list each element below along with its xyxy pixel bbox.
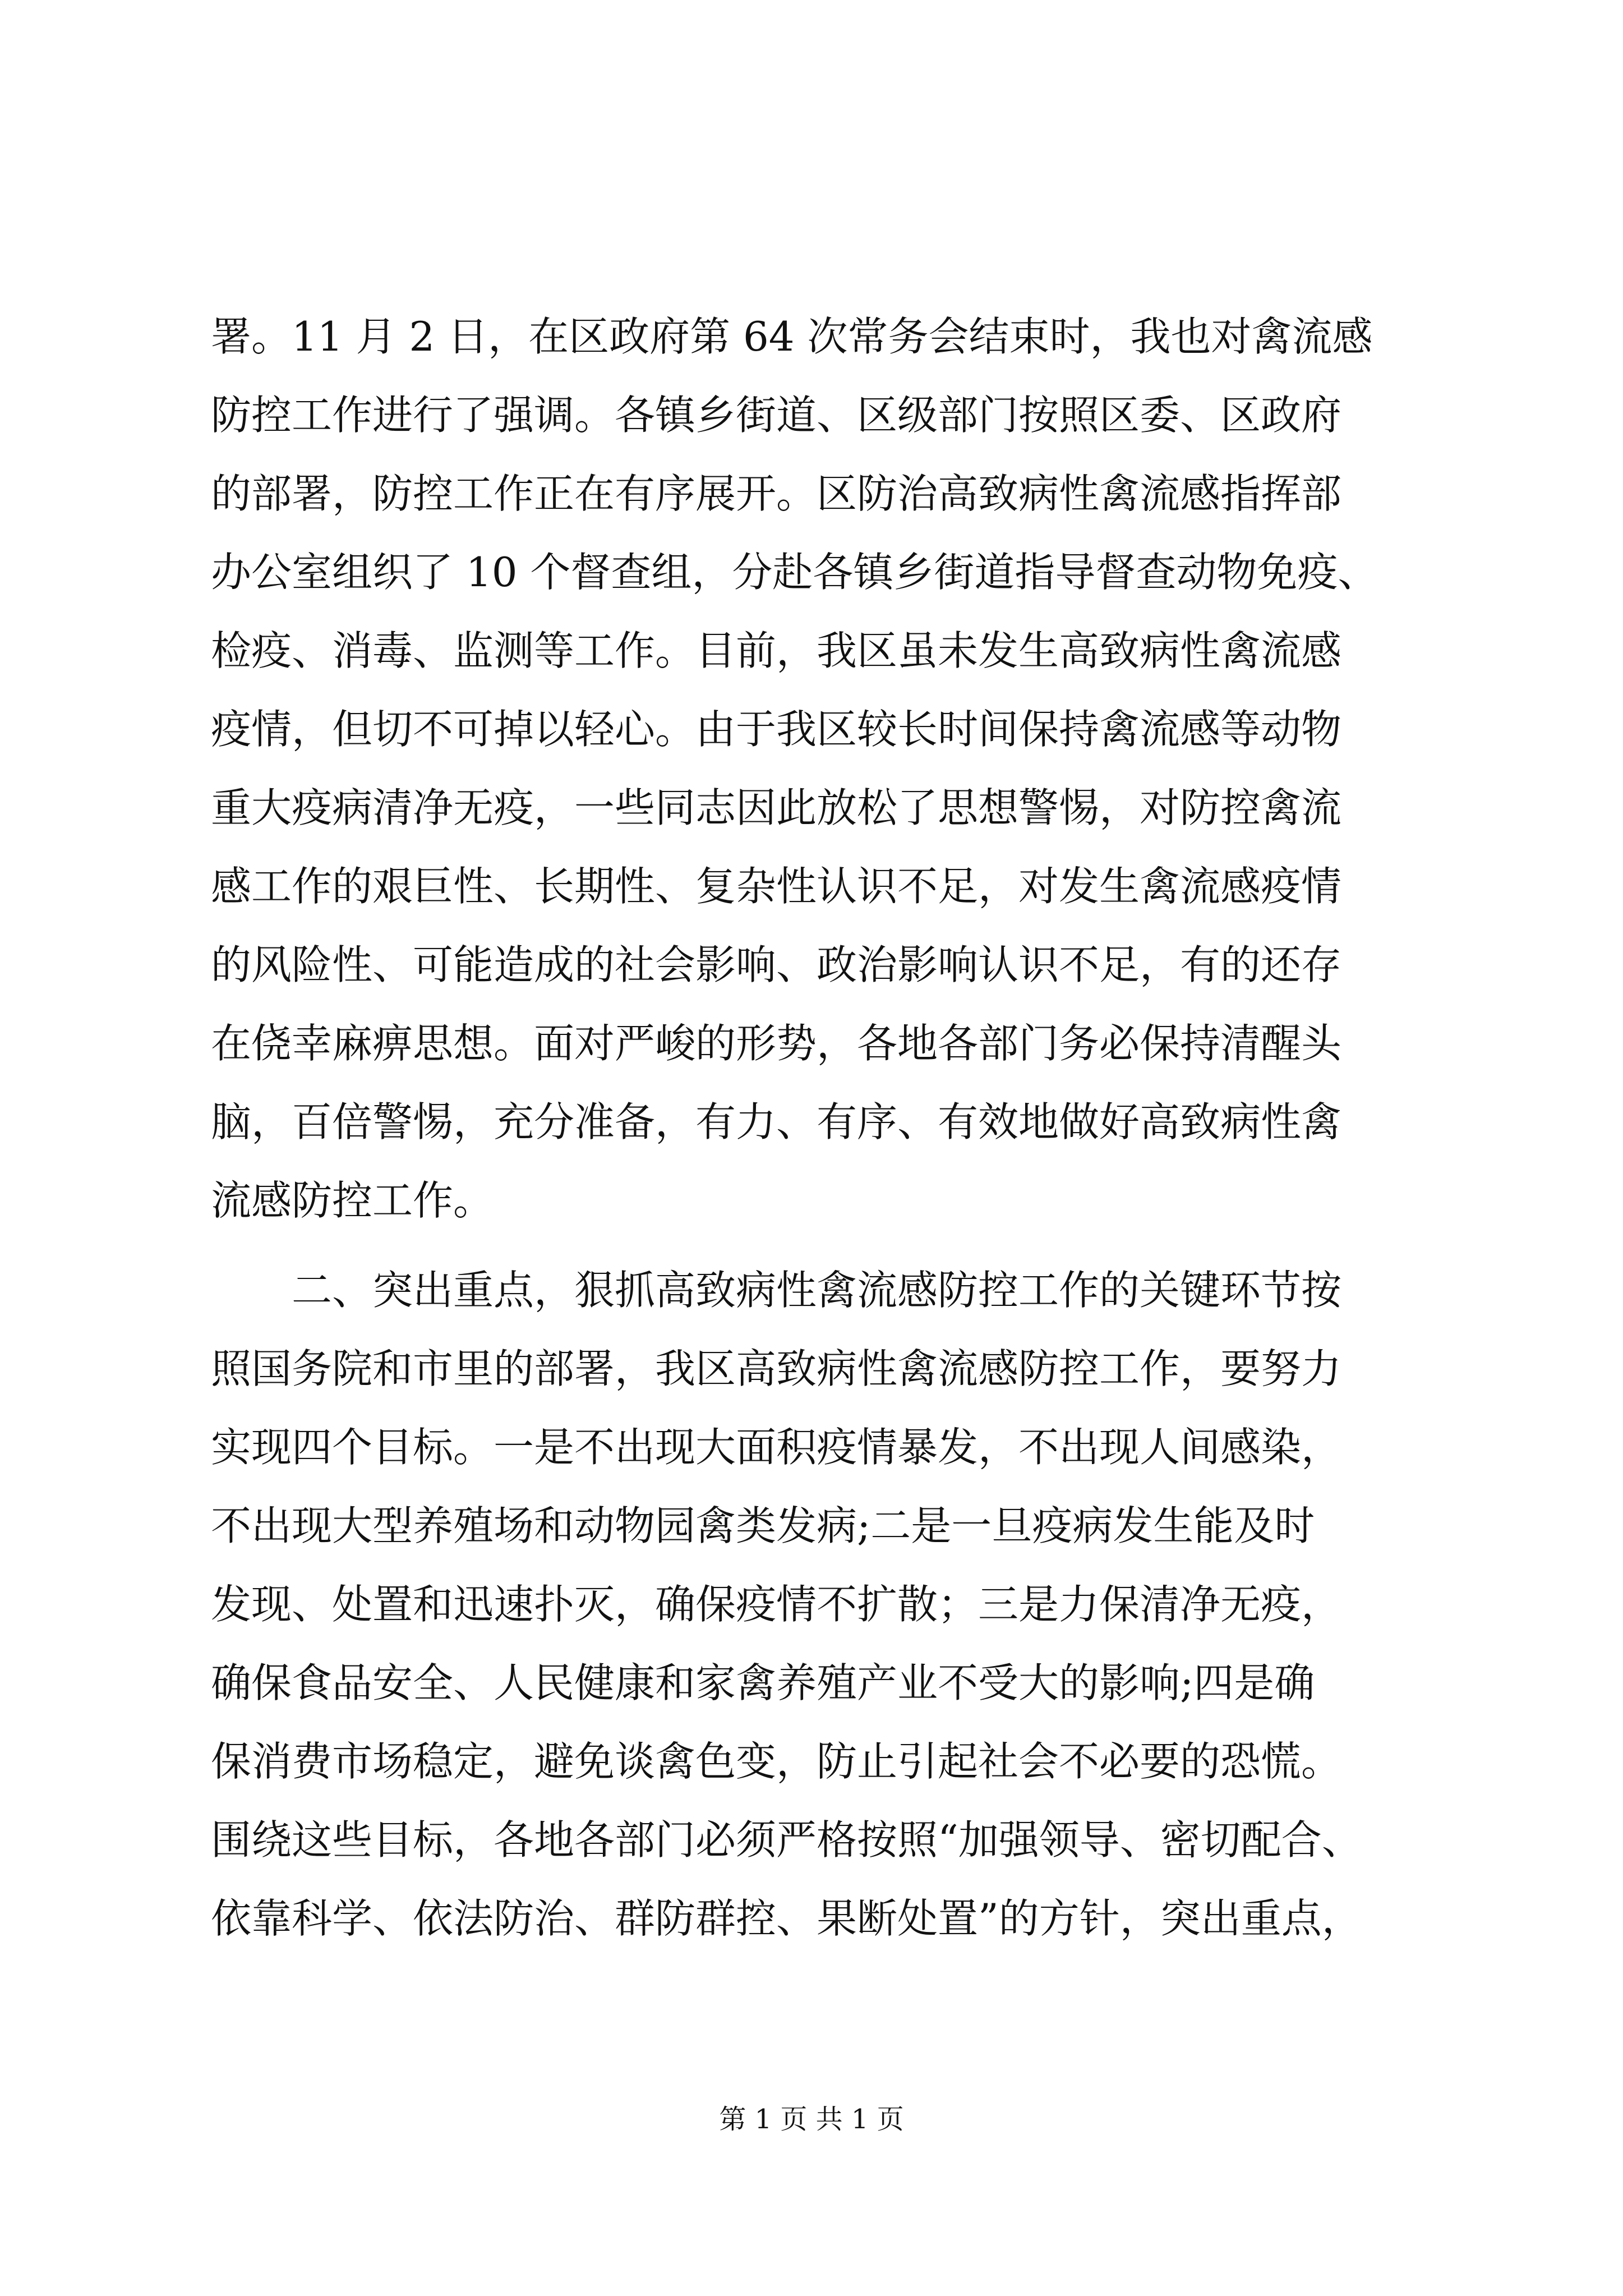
section-heading-line: 二、突出重点，狠抓高致病性禽流感防控工作的关键环节按: [292, 1267, 1342, 1314]
text-line: 在侥幸麻痹思想。面对严峻的形势，各地各部门务必保持清醒头: [211, 1020, 1342, 1067]
text-line: 实现四个目标。一是不出现大面积疫情暴发，不出现人间感染，: [211, 1424, 1342, 1471]
text-line: 脑，百倍警惕，充分准备，有力、有序、有效地做好高致病性禽: [211, 1098, 1342, 1145]
text-line: 检疫、消毒、监测等工作。目前，我区虽未发生高致病性禽流感: [211, 627, 1342, 674]
text-line: 不出现大型养殖场和动物园禽类发病;二是一旦疫病发生能及时: [211, 1502, 1315, 1549]
text-line: 防控工作进行了强调。各镇乡街道、区级部门按照区委、区政府: [211, 392, 1342, 439]
text-line: 确保食品安全、人民健康和家禽养殖产业不受大的影响;四是确: [211, 1659, 1315, 1706]
text-line: 流感防控工作。: [211, 1177, 494, 1224]
text-line: 署。11 月 2 日，在区政府第 64 次常务会结束时，我也对禽流感: [211, 313, 1373, 360]
text-line: 围绕这些目标，各地各部门必须严格按照“加强领导、密切配合、: [211, 1816, 1362, 1864]
text-line: 依靠科学、依法防治、群防群控、果断处置”的方针，突出重点，: [211, 1895, 1362, 1942]
text-line: 发现、处置和迅速扑灭，确保疫情不扩散；三是力保清净无疫，: [211, 1581, 1342, 1628]
text-line: 感工作的艰巨性、长期性、复杂性认识不足，对发生禽流感疫情: [211, 863, 1342, 910]
page-footer: 第 1 页 共 1 页: [719, 2104, 904, 2135]
text-line: 保消费市场稳定，避免谈禽色变，防止引起社会不必要的恐慌。: [211, 1738, 1342, 1785]
text-line: 重大疫病清净无疫，一些同志因此放松了思想警惕，对防控禽流: [211, 784, 1342, 831]
text-line: 的风险性、可能造成的社会影响、政治影响认识不足，有的还存: [211, 941, 1342, 988]
text-line: 办公室组织了 10 个督查组，分赴各镇乡街道指导督查动物免疫、: [211, 549, 1378, 596]
text-line: 的部署，防控工作正在有序展开。区防治高致病性禽流感指挥部: [211, 470, 1342, 517]
text-line: 照国务院和市里的部署，我区高致病性禽流感防控工作，要努力: [211, 1345, 1342, 1392]
text-line: 疫情，但切不可掉以轻心。由于我区较长时间保持禽流感等动物: [211, 706, 1342, 753]
